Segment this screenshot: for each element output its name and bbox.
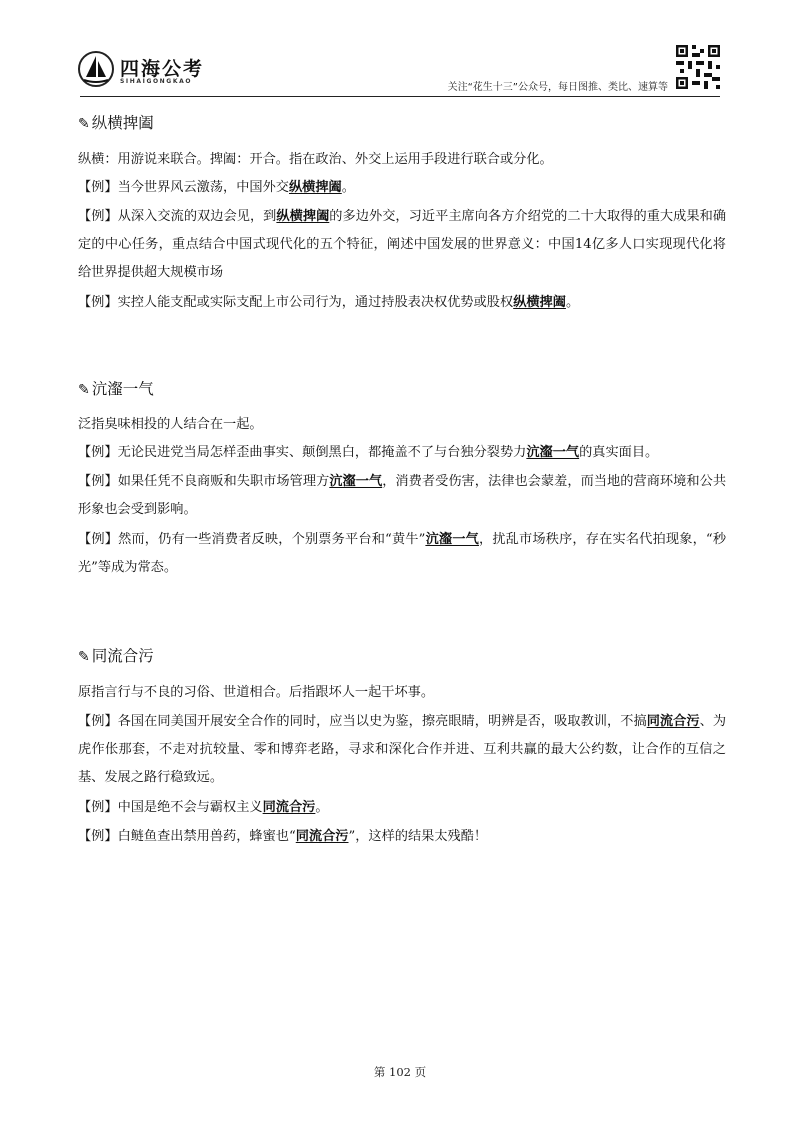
page-number: 第 102 页 bbox=[373, 1065, 427, 1079]
pencil-icon: ✎ bbox=[78, 649, 90, 665]
example: 【例】从深入交流的双边会见，到纵横捭阖的多边外交，习近平主席向各方介绍党的二十大取得的重大成果和确定的中心任务，重点结合中国式现代化的五个特征，阐述中国发展的世界意义：中国14亿多人口实现现代化将给世界提供超大规模市场 bbox=[78, 209, 727, 280]
pencil-icon: ✎ bbox=[78, 116, 90, 132]
keyword: 沆瀣一气 bbox=[329, 474, 383, 489]
keyword: 沆瀣一气 bbox=[526, 445, 580, 460]
keyword: 纵横捭阖 bbox=[289, 180, 342, 195]
example: 【例】中国是绝不会与霸权主义同流合污。 bbox=[78, 800, 329, 815]
section-title: ✎ 沆瀣一气 bbox=[78, 380, 154, 398]
example: 【例】然而，仍有一些消费者反映，个别票务平台和“黄牛”沆瀣一气，扰乱市场秩序，存在实名代拍现象，“秒光”等成为常态。 bbox=[78, 532, 727, 575]
keyword: 纵横捭阖 bbox=[513, 295, 566, 310]
logo-text: 四海公考 bbox=[120, 58, 205, 80]
definition: 泛指臭味相投的人结合在一起。 bbox=[78, 417, 263, 432]
definition: 原指言行与不良的习俗、世道相合。后指跟坏人一起干坏事。 bbox=[78, 685, 435, 700]
example: 【例】白鲢鱼查出禁用兽药，蜂蜜也“同流合污”，这样的结果太残酷！ bbox=[78, 829, 488, 844]
keyword: 同流合污 bbox=[646, 714, 700, 729]
example: 【例】如果任凭不良商贩和失职市场管理方沆瀣一气，消费者受伤害，法律也会蒙羞，而当地的营商环境和公共形象也会受到影响。 bbox=[78, 474, 727, 517]
example: 【例】当今世界风云激荡，中国外交纵横捭阖。 bbox=[78, 180, 355, 195]
keyword: 同流合污 bbox=[262, 800, 316, 815]
qr-code-icon bbox=[676, 45, 720, 89]
logo-subtitle: SIHAIGONGKAO bbox=[120, 78, 193, 85]
section-title: ✎ 纵横捭阖 bbox=[78, 114, 154, 132]
example: 【例】各国在同美国开展安全合作的同时，应当以史为鉴，擦亮眼睛，明辨是否，吸取教训，不搞同流合污、为虎作伥那套，不走对抗较量、零和博弈老路，寻求和深化合作并进、互利共赢的最大公约数，让合作的互信之基、发展之路行稳致远。 bbox=[78, 714, 727, 785]
example: 【例】实控人能支配或实际支配上市公司行为，通过持股表决权优势或股权纵横捭阖。 bbox=[78, 295, 580, 310]
keyword: 沆瀣一气 bbox=[425, 532, 479, 547]
section-title: ✎ 同流合污 bbox=[78, 647, 154, 665]
pencil-icon: ✎ bbox=[78, 382, 90, 398]
keyword: 纵横捭阖 bbox=[276, 209, 330, 224]
header-note: 关注“花生十三”公众号，每日图推、类比、速算等 bbox=[447, 82, 668, 93]
page-header bbox=[0, 0, 800, 100]
logo-sail-icon bbox=[78, 51, 114, 87]
example: 【例】无论民进党当局怎样歪曲事实、颠倒黑白，都掩盖不了与台独分裂势力沆瀣一气的真实面目。 bbox=[78, 445, 659, 460]
definition: 纵横：用游说来联合。捭阖：开合。指在政治、外交上运用手段进行联合或分化。 bbox=[78, 152, 553, 167]
header-divider bbox=[80, 96, 720, 97]
keyword: 同流合污 bbox=[295, 829, 349, 844]
